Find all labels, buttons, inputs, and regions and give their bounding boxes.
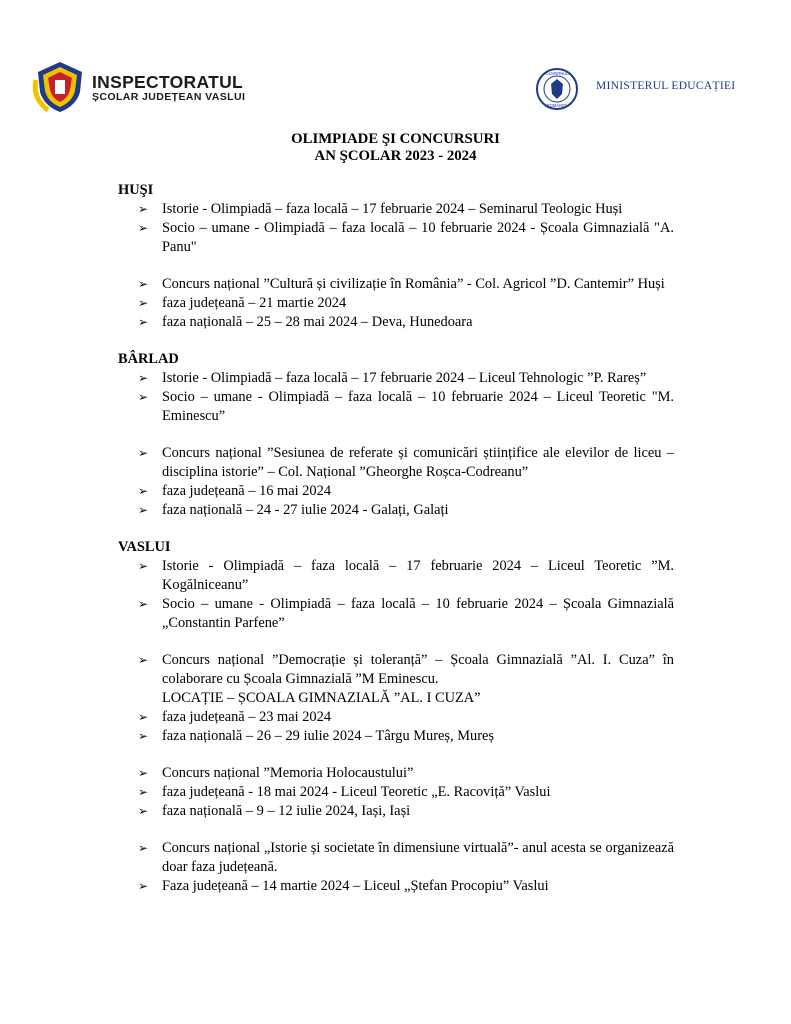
arrow-bullet-icon: ➢ <box>138 484 149 498</box>
arrow-bullet-icon: ➢ <box>138 221 149 235</box>
list-item: ➢ faza județeană - 18 mai 2024 - Liceul Teoretic „E. Racoviță” Vaslui <box>138 784 551 800</box>
arrow-bullet-icon: ➢ <box>138 879 149 893</box>
list-vaslui-holocaust <box>118 764 674 821</box>
title-line1: OLIMPIADE ŞI CONCURSURI <box>291 131 500 147</box>
arrow-bullet-icon: ➢ <box>138 559 149 573</box>
isj-line2: ȘCOLAR JUDEȚEAN VASLUI <box>92 91 246 103</box>
seal-text-top: GUVERNUL <box>545 71 569 76</box>
document-title <box>0 131 791 165</box>
isj-logo-icon <box>30 58 90 114</box>
section-title-husi: HUŞI <box>118 182 154 198</box>
government-seal-icon <box>524 67 590 111</box>
ministry-name: MINISTERUL EDUCAȚIEI <box>596 80 736 92</box>
arrow-bullet-icon: ➢ <box>138 446 149 460</box>
list-item: ➢ faza națională – 26 – 29 iulie 2024 – Târgu Mureș, Mureș <box>138 728 494 744</box>
arrow-bullet-icon: ➢ <box>138 296 149 310</box>
list-item: ➢ Concurs național „Istorie și societate în dimensiune virtuală”- anul acesta se organizează doar faza județeană. <box>138 840 674 875</box>
list-item: ➢ Socio – umane - Olimpiadă – faza locală – 10 februarie 2024 – Liceul Teoretic "M. Eminescu” <box>138 389 674 424</box>
list-husi <box>118 200 674 257</box>
page-header <box>0 0 791 120</box>
isj-name <box>92 73 245 103</box>
arrow-bullet-icon: ➢ <box>138 729 149 743</box>
section-title-vaslui: VASLUI <box>118 539 171 555</box>
isj-line1: INSPECTORATUL <box>92 72 244 92</box>
arrow-bullet-icon: ➢ <box>138 202 149 216</box>
arrow-bullet-icon: ➢ <box>138 804 149 818</box>
list-vaslui-istorie-societate <box>118 839 674 896</box>
list-item: ➢ faza județeană – 16 mai 2024 <box>138 483 332 499</box>
arrow-bullet-icon: ➢ <box>138 710 149 724</box>
list-item: ➢ faza județeană – 21 martie 2024 <box>138 295 347 311</box>
list-item: ➢ Concurs național ”Cultură și civilizație în România” - Col. Agricol ”D. Cantemir” Huși <box>138 276 665 292</box>
list-item: ➢ Istorie - Olimpiadă – faza locală – 17 februarie 2024 – Seminarul Teologic Huși <box>138 201 623 217</box>
arrow-bullet-icon: ➢ <box>138 503 149 517</box>
section-title-barlad: BÂRLAD <box>118 351 179 367</box>
arrow-bullet-icon: ➢ <box>138 390 149 404</box>
list-item: ➢ Faza județeană – 14 martie 2024 – Liceul „Ștefan Procopiu” Vaslui <box>138 878 549 894</box>
list-item: ➢ faza națională – 24 - 27 iulie 2024 - Galați, Galați <box>138 502 449 518</box>
arrow-bullet-icon: ➢ <box>138 785 149 799</box>
list-item: ➢ Concurs național ”Democrație și toleranță” – Școala Gimnazială ”Al. I. Cuza” în colaborare cu Școala Gimnazială ”M Eminescu. LOCAȚIE – ȘCOALA GIMNAZIALĂ ”AL. I CUZA” <box>138 652 674 706</box>
arrow-bullet-icon: ➢ <box>138 766 149 780</box>
list-item: ➢ Istorie - Olimpiadă – faza locală – 17 februarie 2024 – Liceul Tehnologic ”P. Rareș” <box>138 370 647 386</box>
list-vaslui-democratie <box>118 651 674 746</box>
list-barlad-contest <box>118 444 674 520</box>
list-item: ➢ Concurs național ”Sesiunea de referate și comunicări științifice ale elevilor de liceu – disciplina istorie” – Col. Național ”Gheorghe Roșca-Codreanu” <box>138 445 674 480</box>
title-line2: AN ŞCOLAR 2023 - 2024 <box>314 148 477 164</box>
seal-text-bottom: ROMÂNIEI <box>546 103 568 108</box>
list-item: ➢ Concurs național ”Memoria Holocaustului” <box>138 765 414 781</box>
list-item: ➢ faza națională – 25 – 28 mai 2024 – Deva, Hunedoara <box>138 314 473 330</box>
list-item: ➢ faza națională – 9 – 12 iulie 2024, Iași, Iași <box>138 803 411 819</box>
list-item: ➢ faza județeană – 23 mai 2024 <box>138 709 332 725</box>
list-item: ➢ Socio – umane - Olimpiadă – faza locală – 10 februarie 2024 – Școala Gimnazială „Constantin Parfene” <box>138 596 674 631</box>
list-husi-contest <box>118 275 674 332</box>
document-body <box>118 181 674 896</box>
arrow-bullet-icon: ➢ <box>138 597 149 611</box>
list-vaslui <box>118 557 674 633</box>
list-item: ➢ Istorie - Olimpiadă – faza locală – 17 februarie 2024 – Liceul Teoretic ”M. Kogălniceanu” <box>138 558 674 593</box>
list-barlad <box>118 369 674 426</box>
arrow-bullet-icon: ➢ <box>138 277 149 291</box>
arrow-bullet-icon: ➢ <box>138 371 149 385</box>
arrow-bullet-icon: ➢ <box>138 315 149 329</box>
arrow-bullet-icon: ➢ <box>138 653 149 667</box>
arrow-bullet-icon: ➢ <box>138 841 149 855</box>
location-line: LOCAȚIE – ȘCOALA GIMNAZIALĂ ”AL. I CUZA” <box>162 690 481 706</box>
list-item: ➢ Socio – umane - Olimpiadă – faza locală – 10 februarie 2024 - Școala Gimnazială "A. Panu" <box>138 220 674 255</box>
